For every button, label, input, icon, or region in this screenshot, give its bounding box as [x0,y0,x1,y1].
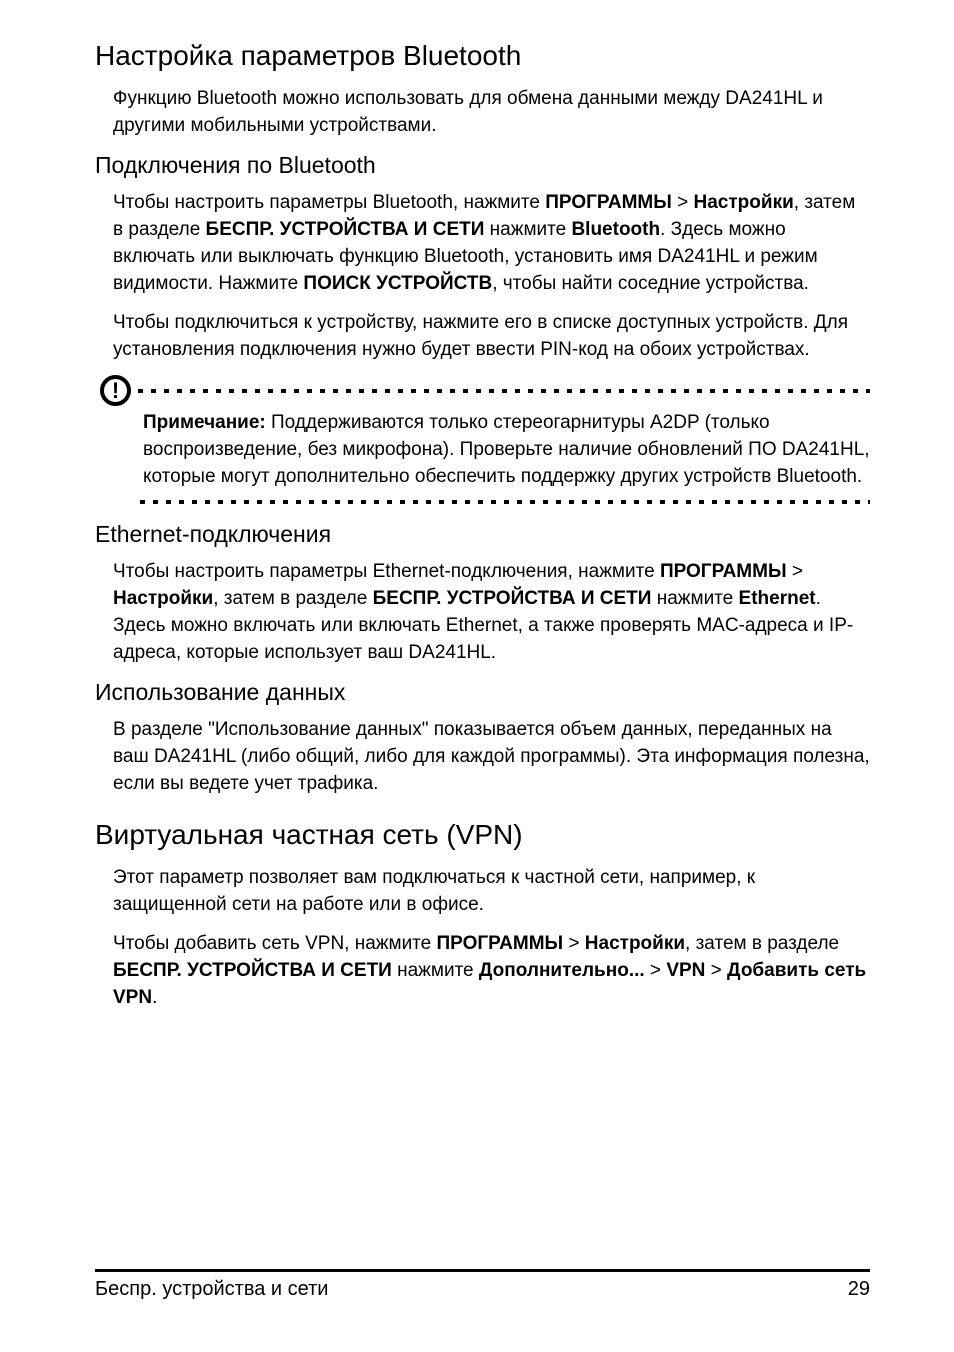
note-text: Примечание: Поддерживаются только стереогарнитуры A2DP (только воспроизведение, без микрофона). Проверьте наличие обновлений ПО DA241HL, которые могут дополнительно обеспечить поддержку других устройств Bluetooth. [143,412,870,487]
heading-bluetooth-settings: Настройка параметров Bluetooth [95,40,522,71]
footer-row [95,1277,870,1301]
footer-section-label: Беспр. устройства и сети [95,1278,329,1300]
note-dashed-rule-bottom [140,500,870,504]
paragraph-bluetooth-intro: Функцию Bluetooth можно использовать для обмена данными между DA241HL и другими мобильными устройствами. [113,88,823,136]
note-block [100,375,870,504]
paragraph-bluetooth-pairing: Чтобы подключиться к устройству, нажмите его в списке доступных устройств. Для установления подключения нужно будет ввести PIN-код на обоих устройствах. [113,312,849,360]
heading-vpn: Виртуальная частная сеть (VPN) [95,819,523,850]
paragraph-vpn-intro: Этот параметр позволяет вам подключаться к частной сети, например, к защищенной сети на работе или в офисе. [113,867,756,915]
footer-page-number: 29 [847,1278,870,1300]
page-footer [95,1269,870,1301]
paragraph-bluetooth-setup: Чтобы настроить параметры Bluetooth, нажмите ПРОГРАММЫ > Настройки, затем в разделе БЕСПР. УСТРОЙСТВА И СЕТИ нажмите Bluetooth. Здесь можно включать или выключать функцию Bluetooth, установить имя DA241HL и режим видимости. Нажмите ПОИСК УСТРОЙСТВ, чтобы найти соседние устройства. [113,192,856,294]
note-header [100,375,870,406]
heading-ethernet: Ethernet-подключения [95,521,332,547]
note-exclamation-icon: ! [100,375,131,406]
paragraph-ethernet-setup: Чтобы настроить параметры Ethernet-подключения, нажмите ПРОГРАММЫ > Настройки, затем в разделе БЕСПР. УСТРОЙСТВА И СЕТИ нажмите Ethernet. Здесь можно включать или включать Ethernet, а также проверять MAC-адреса и IP-адреса, которые использует ваш DA241HL. [113,561,854,663]
footer-rule [95,1269,870,1272]
paragraph-data-usage: В разделе "Использование данных" показывается объем данных, переданных на ваш DA241HL (либо общий, либо для каждой программы). Эта информация полезна, если вы ведете учет трафика. [113,719,870,794]
heading-bluetooth-connections: Подключения по Bluetooth [95,152,376,178]
paragraph-vpn-add: Чтобы добавить сеть VPN, нажмите ПРОГРАММЫ > Настройки, затем в разделе БЕСПР. УСТРОЙСТВА И СЕТИ нажмите Дополнительно... > VPN > Добавить сеть VPN. [113,933,867,1008]
note-dashed-rule-top [138,389,870,393]
heading-data-usage: Использование данных [95,679,346,705]
